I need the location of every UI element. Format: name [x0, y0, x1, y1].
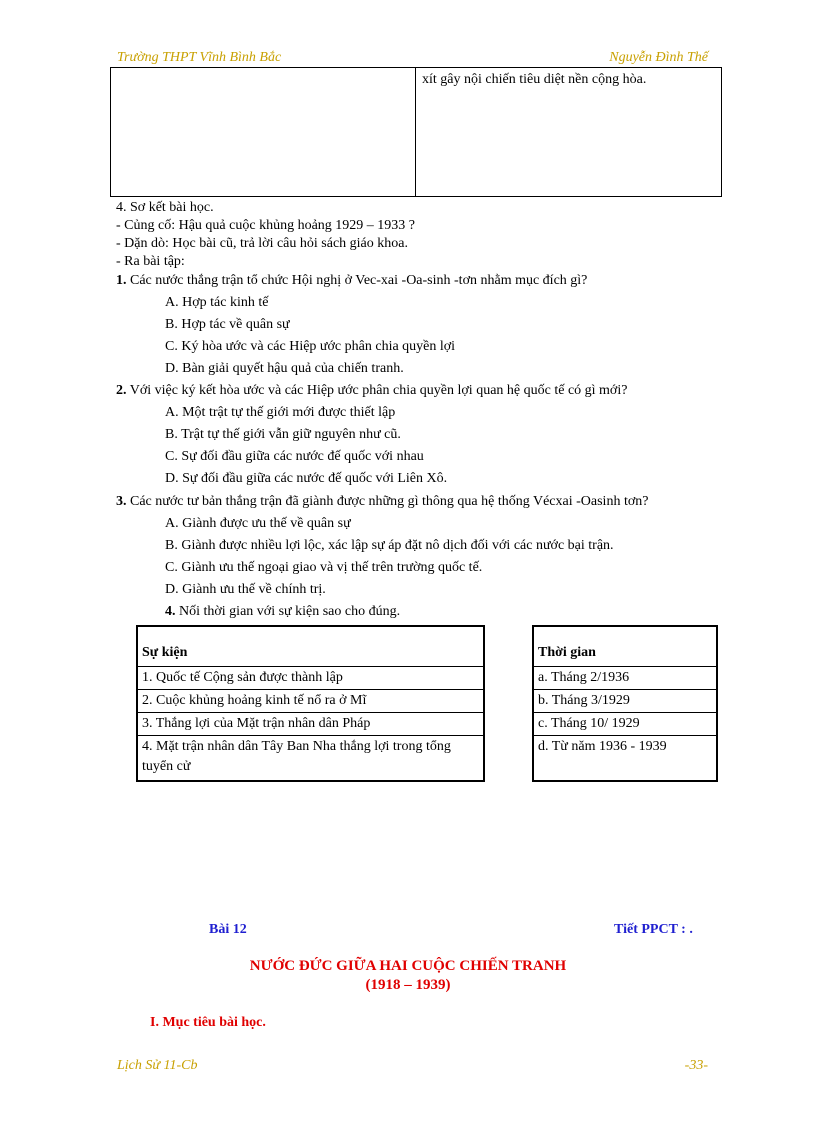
- summary-instruct: - Dặn dò: Học bài cũ, trả lời câu hỏi sách giáo khoa.: [116, 236, 408, 251]
- time-table-row: c. Tháng 10/ 1929: [533, 713, 717, 736]
- question-1-option-c: C. Ký hòa ước và các Hiệp ước phân chia quyền lợi: [165, 339, 456, 354]
- question-2-option-d: D. Sự đối đầu giữa các nước đế quốc với Liên Xô.: [165, 471, 448, 486]
- question-1-option-d: D. Bàn giải quyết hậu quả của chiến tranh.: [165, 361, 404, 376]
- top-table-left-cell: [111, 68, 416, 196]
- lesson-title-years: (1918 – 1939): [365, 977, 451, 993]
- top-table: [110, 67, 722, 197]
- summary-consolidate: - Củng cố: Hậu quả cuộc khủng hoảng 1929 – 1933 ?: [116, 218, 415, 233]
- summary-exercise: - Ra bài tập:: [116, 254, 185, 269]
- lesson-period: Tiết PPCT : .: [614, 922, 693, 937]
- page-number: -33-: [684, 1058, 708, 1073]
- question-2-option-a: A. Một trật tự thế giới mới được thiết lập: [165, 405, 396, 420]
- header-school: Trường THPT Vĩnh Bình Bắc: [117, 50, 282, 65]
- lesson-number: Bài 12: [209, 922, 247, 937]
- question-4: 4. Nối thời gian với sự kiện sao cho đúng.: [165, 604, 401, 619]
- time-table-row: a. Tháng 2/1936: [533, 667, 717, 690]
- question-2-option-b: B. Trật tự thế giới vẫn giữ nguyên như cũ.: [165, 427, 401, 442]
- question-1-option-b: B. Hợp tác về quân sự: [165, 317, 290, 332]
- events-table-row: 2. Cuộc khủng hoảng kinh tế nổ ra ở Mĩ: [137, 690, 484, 713]
- time-table: [532, 625, 718, 782]
- lesson-title: NƯỚC ĐỨC GIỮA HAI CUỘC CHIẾN TRANH: [249, 958, 567, 974]
- events-table-row: 3. Thắng lợi của Mặt trận nhân dân Pháp: [137, 713, 484, 736]
- top-table-right-cell: xít gây nội chiến tiêu diệt nền cộng hòa.: [422, 72, 647, 87]
- summary-heading: 4. Sơ kết bài học.: [116, 200, 214, 215]
- question-3: 3. Các nước tư bản thắng trận đã giành được những gì thông qua hệ thống Vécxai -Oasinh tơn?: [116, 494, 649, 509]
- events-table-header: Sự kiện: [137, 626, 484, 667]
- time-table-header: Thời gian: [533, 626, 717, 667]
- section-heading: I. Mục tiêu bài học.: [150, 1015, 266, 1030]
- question-2: 2. Với việc ký kết hòa ước và các Hiệp ước phân chia quyền lợi quan hệ quốc tế có gì mới?: [116, 383, 628, 398]
- question-3-option-a: A. Giành được ưu thế về quân sự: [165, 516, 351, 531]
- events-table-row: 1. Quốc tế Cộng sản được thành lập: [137, 667, 484, 690]
- time-table-row: d. Từ năm 1936 - 1939: [533, 736, 717, 782]
- time-table-row: b. Tháng 3/1929: [533, 690, 717, 713]
- question-1-option-a: A. Hợp tác kinh tế: [165, 295, 269, 310]
- question-3-option-c: C. Giành ưu thế ngoại giao và vị thế trên trường quốc tế.: [165, 560, 483, 575]
- question-3-option-b: B. Giành được nhiều lợi lộc, xác lập sự áp đặt nô dịch đối với các nước bại trận.: [165, 538, 614, 553]
- events-table-row: 4. Mặt trận nhân dân Tây Ban Nha thắng lợi trong tổng tuyển cử: [137, 736, 484, 782]
- question-3-option-d: D. Giành ưu thế về chính trị.: [165, 582, 326, 597]
- question-2-option-c: C. Sự đối đầu giữa các nước đế quốc với nhau: [165, 449, 424, 464]
- question-1: 1. Các nước thắng trận tổ chức Hội nghị ở Vec-xai -Oa-sinh -tơn nhằm mục đích gì?: [116, 273, 588, 288]
- events-table: [136, 625, 485, 782]
- footer-subject: Lịch Sử 11-Cb: [117, 1058, 198, 1073]
- header-author: Nguyễn Đình Thế: [609, 50, 708, 65]
